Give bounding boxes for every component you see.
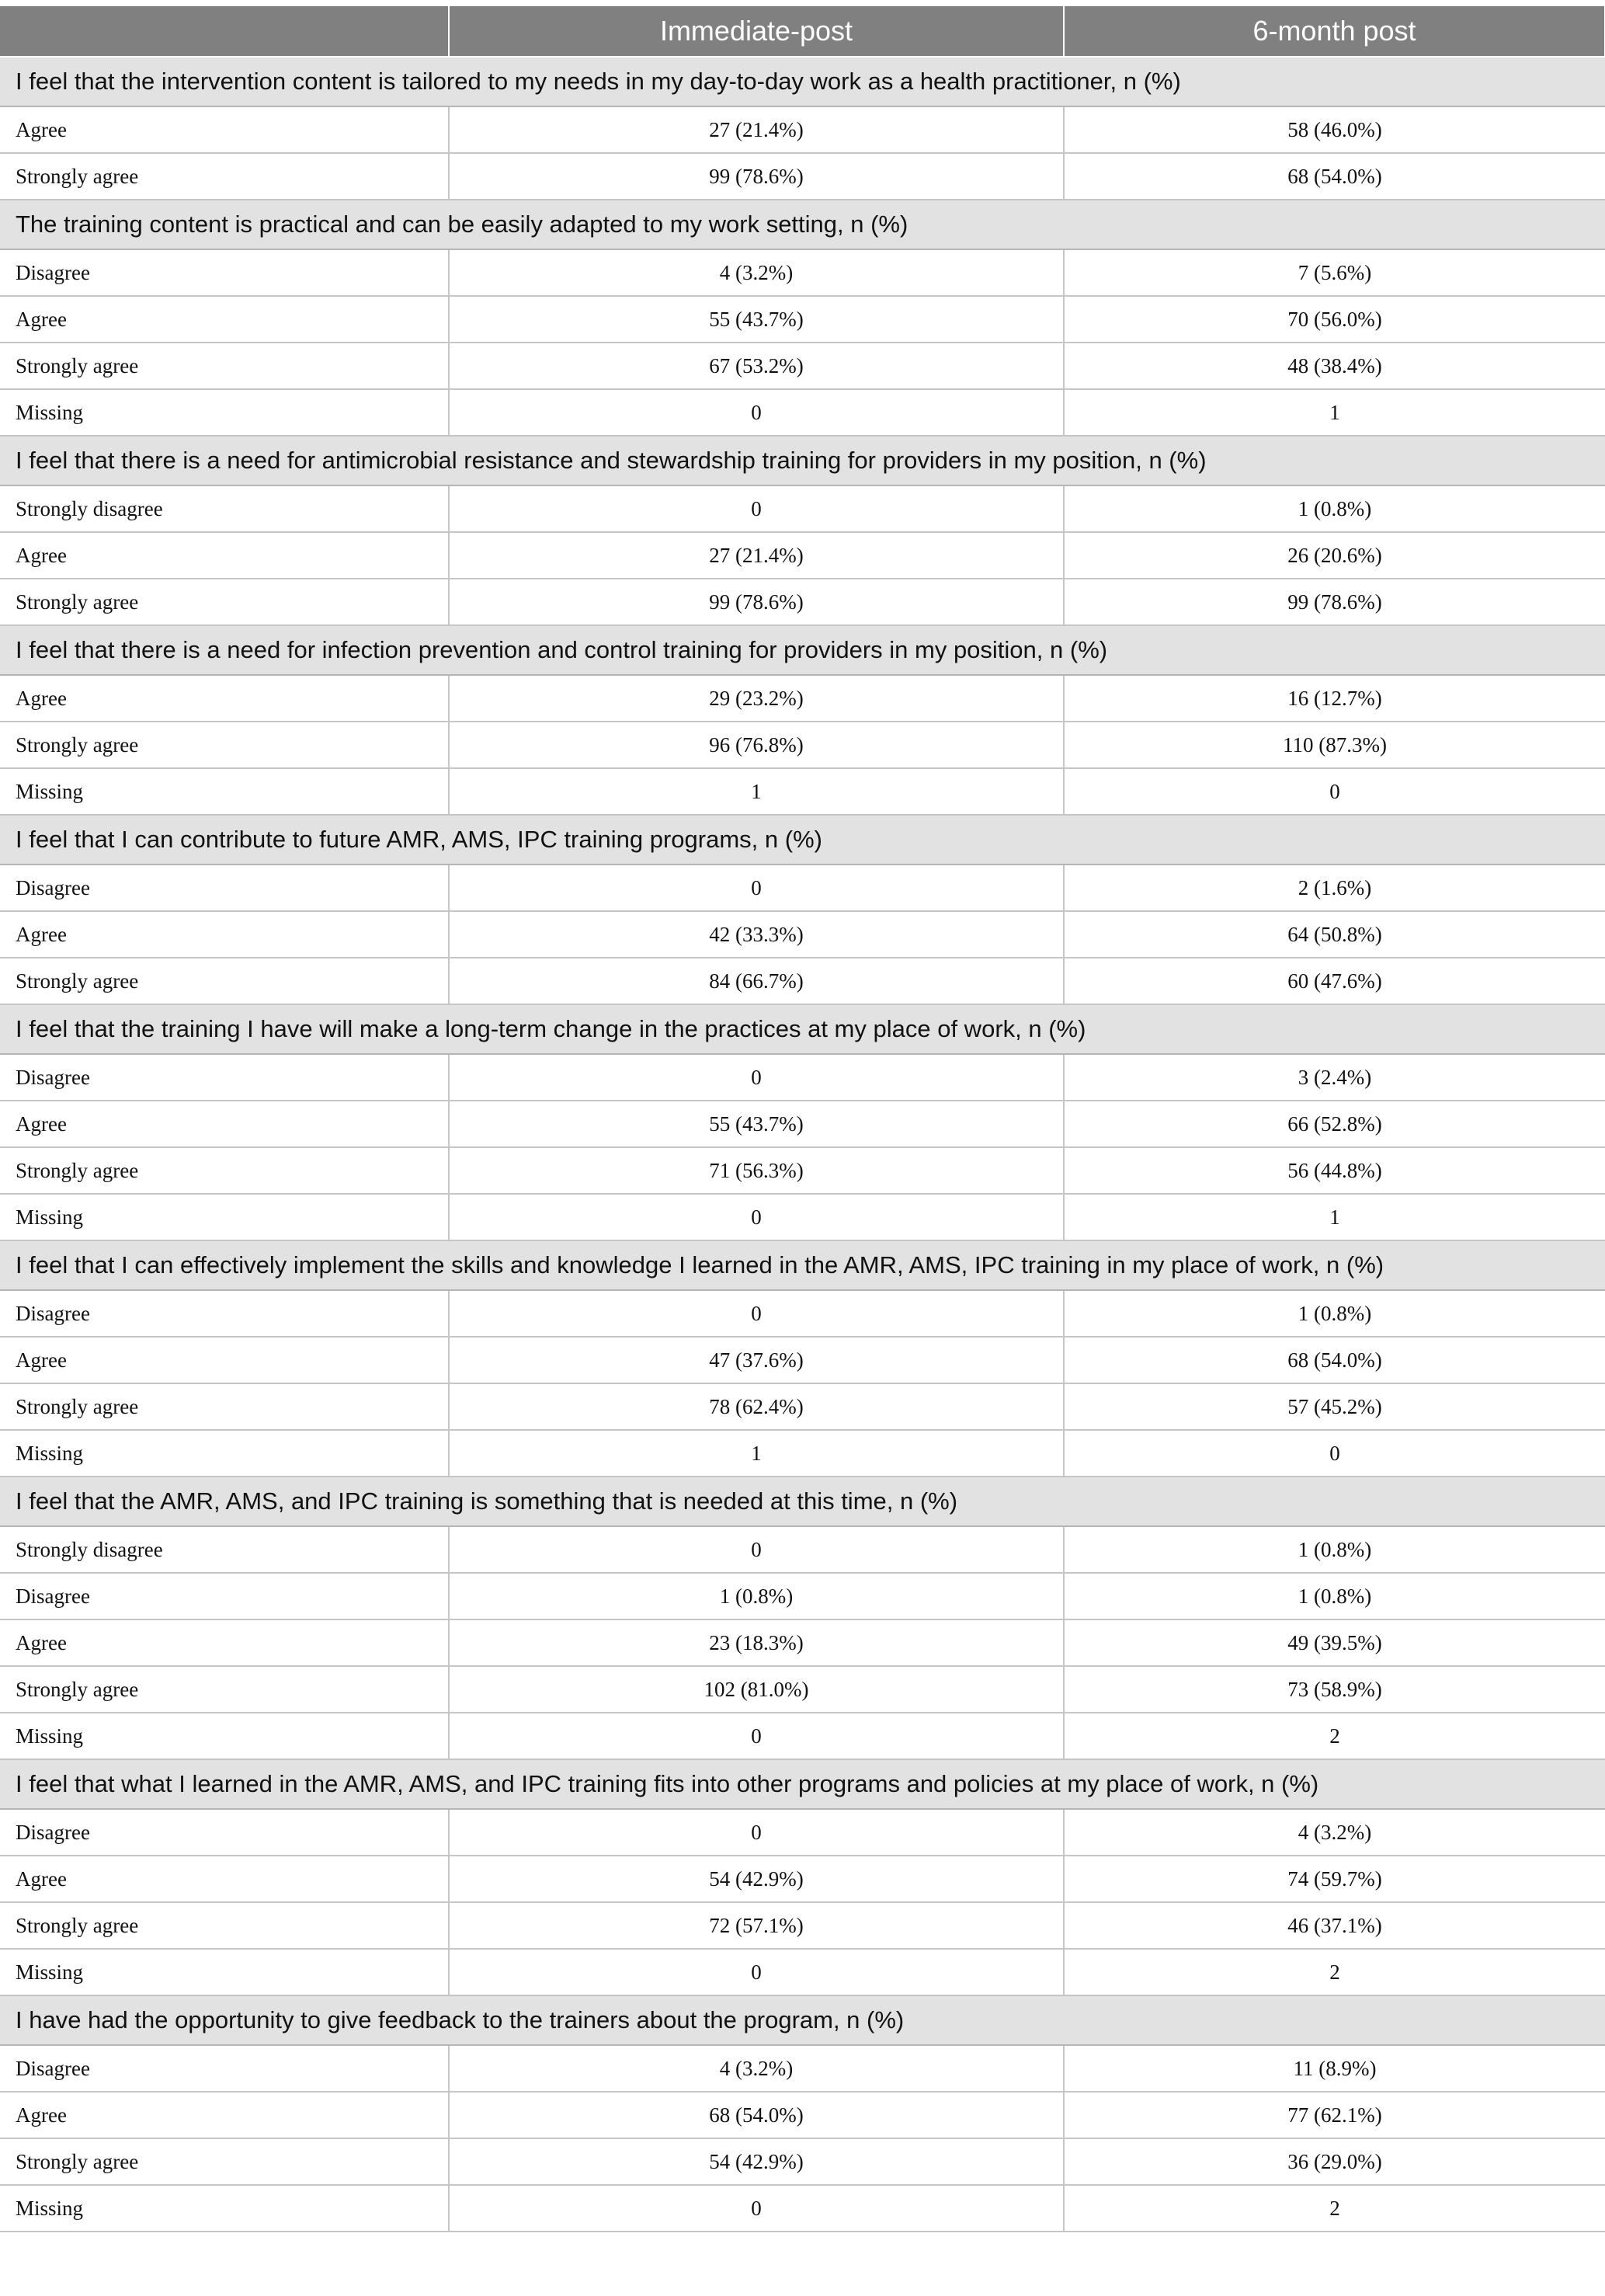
- six-month-post-value: 66 (52.8%): [1064, 1101, 1605, 1147]
- table-row: [0, 2045, 1605, 2092]
- immediate-post-value: 0: [449, 1713, 1064, 1759]
- six-month-post-value: 77 (62.1%): [1064, 2092, 1605, 2138]
- six-month-post-value: 16 (12.7%): [1064, 675, 1605, 722]
- immediate-post-value: 54 (42.9%): [449, 2138, 1064, 2185]
- response-label-cell: Agree: [0, 1619, 449, 1666]
- six-month-post-value: 3 (2.4%): [1064, 1054, 1605, 1101]
- response-label-cell: Strongly disagree: [0, 485, 449, 532]
- section-header-row: [0, 1240, 1605, 1290]
- immediate-post-value: 96 (76.8%): [449, 722, 1064, 768]
- section-header-row: [0, 57, 1605, 106]
- six-month-post-value: 49 (39.5%): [1064, 1619, 1605, 1666]
- immediate-post-value: 27 (21.4%): [449, 532, 1064, 579]
- survey-results-table: [0, 6, 1605, 2232]
- response-label-cell: Strongly agree: [0, 1666, 449, 1713]
- section-header-row: [0, 1004, 1605, 1054]
- response-label-cell: Missing: [0, 768, 449, 815]
- header-immediate-post: Immediate-post: [449, 6, 1064, 57]
- six-month-post-value: 2 (1.6%): [1064, 864, 1605, 911]
- six-month-post-value: 0: [1064, 1430, 1605, 1477]
- table-row: [0, 249, 1605, 296]
- table-row: [0, 1194, 1605, 1240]
- immediate-post-value: 55 (43.7%): [449, 296, 1064, 343]
- six-month-post-value: 74 (59.7%): [1064, 1856, 1605, 1902]
- six-month-post-value: 1: [1064, 389, 1605, 436]
- six-month-post-value: 2: [1064, 1713, 1605, 1759]
- response-label-cell: Agree: [0, 532, 449, 579]
- table-row: [0, 911, 1605, 958]
- immediate-post-value: 47 (37.6%): [449, 1337, 1064, 1383]
- table-row: [0, 579, 1605, 625]
- table-row: [0, 1573, 1605, 1619]
- immediate-post-value: 29 (23.2%): [449, 675, 1064, 722]
- response-label-cell: Agree: [0, 1856, 449, 1902]
- response-label-cell: Missing: [0, 1713, 449, 1759]
- table-row: [0, 1809, 1605, 1856]
- immediate-post-value: 0: [449, 2185, 1064, 2232]
- table-row: [0, 768, 1605, 815]
- six-month-post-value: 48 (38.4%): [1064, 343, 1605, 389]
- six-month-post-value: 110 (87.3%): [1064, 722, 1605, 768]
- response-label-cell: Strongly agree: [0, 958, 449, 1004]
- response-label-cell: Missing: [0, 1194, 449, 1240]
- response-label-cell: Disagree: [0, 2045, 449, 2092]
- response-label-cell: Strongly agree: [0, 722, 449, 768]
- immediate-post-value: 1: [449, 1430, 1064, 1477]
- immediate-post-value: 99 (78.6%): [449, 579, 1064, 625]
- immediate-post-value: 4 (3.2%): [449, 249, 1064, 296]
- six-month-post-value: 60 (47.6%): [1064, 958, 1605, 1004]
- table-row: [0, 958, 1605, 1004]
- immediate-post-value: 0: [449, 1054, 1064, 1101]
- immediate-post-value: 78 (62.4%): [449, 1383, 1064, 1430]
- six-month-post-value: 36 (29.0%): [1064, 2138, 1605, 2185]
- response-label-cell: Disagree: [0, 1054, 449, 1101]
- table-row: [0, 1619, 1605, 1666]
- response-label-cell: Disagree: [0, 1573, 449, 1619]
- response-label-cell: Strongly agree: [0, 2138, 449, 2185]
- header-row: [0, 6, 1605, 57]
- table-row: [0, 1383, 1605, 1430]
- response-label-cell: Strongly agree: [0, 1383, 449, 1430]
- response-label-cell: Agree: [0, 106, 449, 153]
- section-title: I feel that there is a need for infection prevention and control training for providers in my position, n (%): [0, 625, 1605, 675]
- table-row: [0, 1902, 1605, 1949]
- immediate-post-value: 0: [449, 1949, 1064, 1995]
- six-month-post-value: 46 (37.1%): [1064, 1902, 1605, 1949]
- immediate-post-value: 54 (42.9%): [449, 1856, 1064, 1902]
- section-header-row: [0, 200, 1605, 249]
- table-row: [0, 2092, 1605, 2138]
- immediate-post-value: 0: [449, 485, 1064, 532]
- immediate-post-value: 27 (21.4%): [449, 106, 1064, 153]
- six-month-post-value: 70 (56.0%): [1064, 296, 1605, 343]
- table-row: [0, 864, 1605, 911]
- table-row: [0, 1666, 1605, 1713]
- response-label-cell: Agree: [0, 296, 449, 343]
- six-month-post-value: 1 (0.8%): [1064, 1573, 1605, 1619]
- section-title: I feel that the intervention content is tailored to my needs in my day-to-day work as a health practitioner, n (%): [0, 57, 1605, 106]
- six-month-post-value: 7 (5.6%): [1064, 249, 1605, 296]
- table-row: [0, 1101, 1605, 1147]
- six-month-post-value: 58 (46.0%): [1064, 106, 1605, 153]
- six-month-post-value: 1 (0.8%): [1064, 485, 1605, 532]
- six-month-post-value: 73 (58.9%): [1064, 1666, 1605, 1713]
- table-row: [0, 1290, 1605, 1337]
- response-label-cell: Missing: [0, 1430, 449, 1477]
- immediate-post-value: 71 (56.3%): [449, 1147, 1064, 1194]
- section-header-row: [0, 1995, 1605, 2045]
- response-label-cell: Disagree: [0, 864, 449, 911]
- immediate-post-value: 0: [449, 1809, 1064, 1856]
- six-month-post-value: 1 (0.8%): [1064, 1290, 1605, 1337]
- immediate-post-value: 0: [449, 1290, 1064, 1337]
- six-month-post-value: 68 (54.0%): [1064, 1337, 1605, 1383]
- section-title: I feel that the AMR, AMS, and IPC training is something that is needed at this time, n (%): [0, 1477, 1605, 1526]
- table-row: [0, 722, 1605, 768]
- immediate-post-value: 1 (0.8%): [449, 1573, 1064, 1619]
- table-row: [0, 675, 1605, 722]
- section-header-row: [0, 436, 1605, 485]
- table-row: [0, 1147, 1605, 1194]
- six-month-post-value: 0: [1064, 768, 1605, 815]
- section-header-row: [0, 1759, 1605, 1809]
- six-month-post-value: 1 (0.8%): [1064, 1526, 1605, 1573]
- immediate-post-value: 42 (33.3%): [449, 911, 1064, 958]
- response-label-cell: Disagree: [0, 1809, 449, 1856]
- table-body: [0, 57, 1605, 2232]
- table-row: [0, 1337, 1605, 1383]
- response-label-cell: Strongly disagree: [0, 1526, 449, 1573]
- response-label-cell: Agree: [0, 1101, 449, 1147]
- six-month-post-value: 2: [1064, 1949, 1605, 1995]
- section-header-row: [0, 625, 1605, 675]
- table-row: [0, 106, 1605, 153]
- immediate-post-value: 0: [449, 864, 1064, 911]
- table-row: [0, 1054, 1605, 1101]
- table-row: [0, 2138, 1605, 2185]
- section-title: I feel that the training I have will make a long-term change in the practices at my place of work, n (%): [0, 1004, 1605, 1054]
- six-month-post-value: 57 (45.2%): [1064, 1383, 1605, 1430]
- section-title: I feel that there is a need for antimicrobial resistance and stewardship training for providers in my position, n (%): [0, 436, 1605, 485]
- table-row: [0, 389, 1605, 436]
- immediate-post-value: 99 (78.6%): [449, 153, 1064, 200]
- immediate-post-value: 23 (18.3%): [449, 1619, 1064, 1666]
- table-row: [0, 1526, 1605, 1573]
- immediate-post-value: 72 (57.1%): [449, 1902, 1064, 1949]
- immediate-post-value: 1: [449, 768, 1064, 815]
- response-label-cell: Disagree: [0, 249, 449, 296]
- response-label-cell: Agree: [0, 675, 449, 722]
- table-row: [0, 532, 1605, 579]
- response-label-cell: Strongly agree: [0, 153, 449, 200]
- immediate-post-value: 102 (81.0%): [449, 1666, 1064, 1713]
- section-title: I feel that I can effectively implement the skills and knowledge I learned in the AMR, AMS, IPC training in my place of work, n (%): [0, 1240, 1605, 1290]
- response-label-cell: Strongly agree: [0, 579, 449, 625]
- header-6-month-post: 6-month post: [1064, 6, 1605, 57]
- response-label-cell: Missing: [0, 1949, 449, 1995]
- immediate-post-value: 68 (54.0%): [449, 2092, 1064, 2138]
- immediate-post-value: 84 (66.7%): [449, 958, 1064, 1004]
- section-header-row: [0, 815, 1605, 864]
- six-month-post-value: 11 (8.9%): [1064, 2045, 1605, 2092]
- section-title: I have had the opportunity to give feedback to the trainers about the program, n (%): [0, 1995, 1605, 2045]
- table-row: [0, 1713, 1605, 1759]
- response-label-cell: Agree: [0, 1337, 449, 1383]
- table-row: [0, 2185, 1605, 2232]
- table-row: [0, 1430, 1605, 1477]
- immediate-post-value: 0: [449, 1526, 1064, 1573]
- section-header-row: [0, 1477, 1605, 1526]
- six-month-post-value: 1: [1064, 1194, 1605, 1240]
- header-empty-cell: [0, 6, 449, 57]
- immediate-post-value: 0: [449, 389, 1064, 436]
- six-month-post-value: 2: [1064, 2185, 1605, 2232]
- response-label-cell: Missing: [0, 2185, 449, 2232]
- response-label-cell: Agree: [0, 911, 449, 958]
- section-title: I feel that I can contribute to future AMR, AMS, IPC training programs, n (%): [0, 815, 1605, 864]
- table-row: [0, 153, 1605, 200]
- response-label-cell: Strongly agree: [0, 1147, 449, 1194]
- six-month-post-value: 4 (3.2%): [1064, 1809, 1605, 1856]
- section-title: The training content is practical and can be easily adapted to my work setting, n (%): [0, 200, 1605, 249]
- table-row: [0, 1949, 1605, 1995]
- response-label-cell: Missing: [0, 389, 449, 436]
- immediate-post-value: 4 (3.2%): [449, 2045, 1064, 2092]
- response-label-cell: Disagree: [0, 1290, 449, 1337]
- six-month-post-value: 56 (44.8%): [1064, 1147, 1605, 1194]
- table-header: [0, 6, 1605, 57]
- immediate-post-value: 67 (53.2%): [449, 343, 1064, 389]
- table-row: [0, 296, 1605, 343]
- response-label-cell: Strongly agree: [0, 1902, 449, 1949]
- response-label-cell: Strongly agree: [0, 343, 449, 389]
- six-month-post-value: 68 (54.0%): [1064, 153, 1605, 200]
- six-month-post-value: 99 (78.6%): [1064, 579, 1605, 625]
- immediate-post-value: 0: [449, 1194, 1064, 1240]
- six-month-post-value: 64 (50.8%): [1064, 911, 1605, 958]
- table-row: [0, 343, 1605, 389]
- response-label-cell: Agree: [0, 2092, 449, 2138]
- section-title: I feel that what I learned in the AMR, AMS, and IPC training fits into other programs and policies at my place of work, n (%): [0, 1759, 1605, 1809]
- table-row: [0, 1856, 1605, 1902]
- immediate-post-value: 55 (43.7%): [449, 1101, 1064, 1147]
- six-month-post-value: 26 (20.6%): [1064, 532, 1605, 579]
- table-row: [0, 485, 1605, 532]
